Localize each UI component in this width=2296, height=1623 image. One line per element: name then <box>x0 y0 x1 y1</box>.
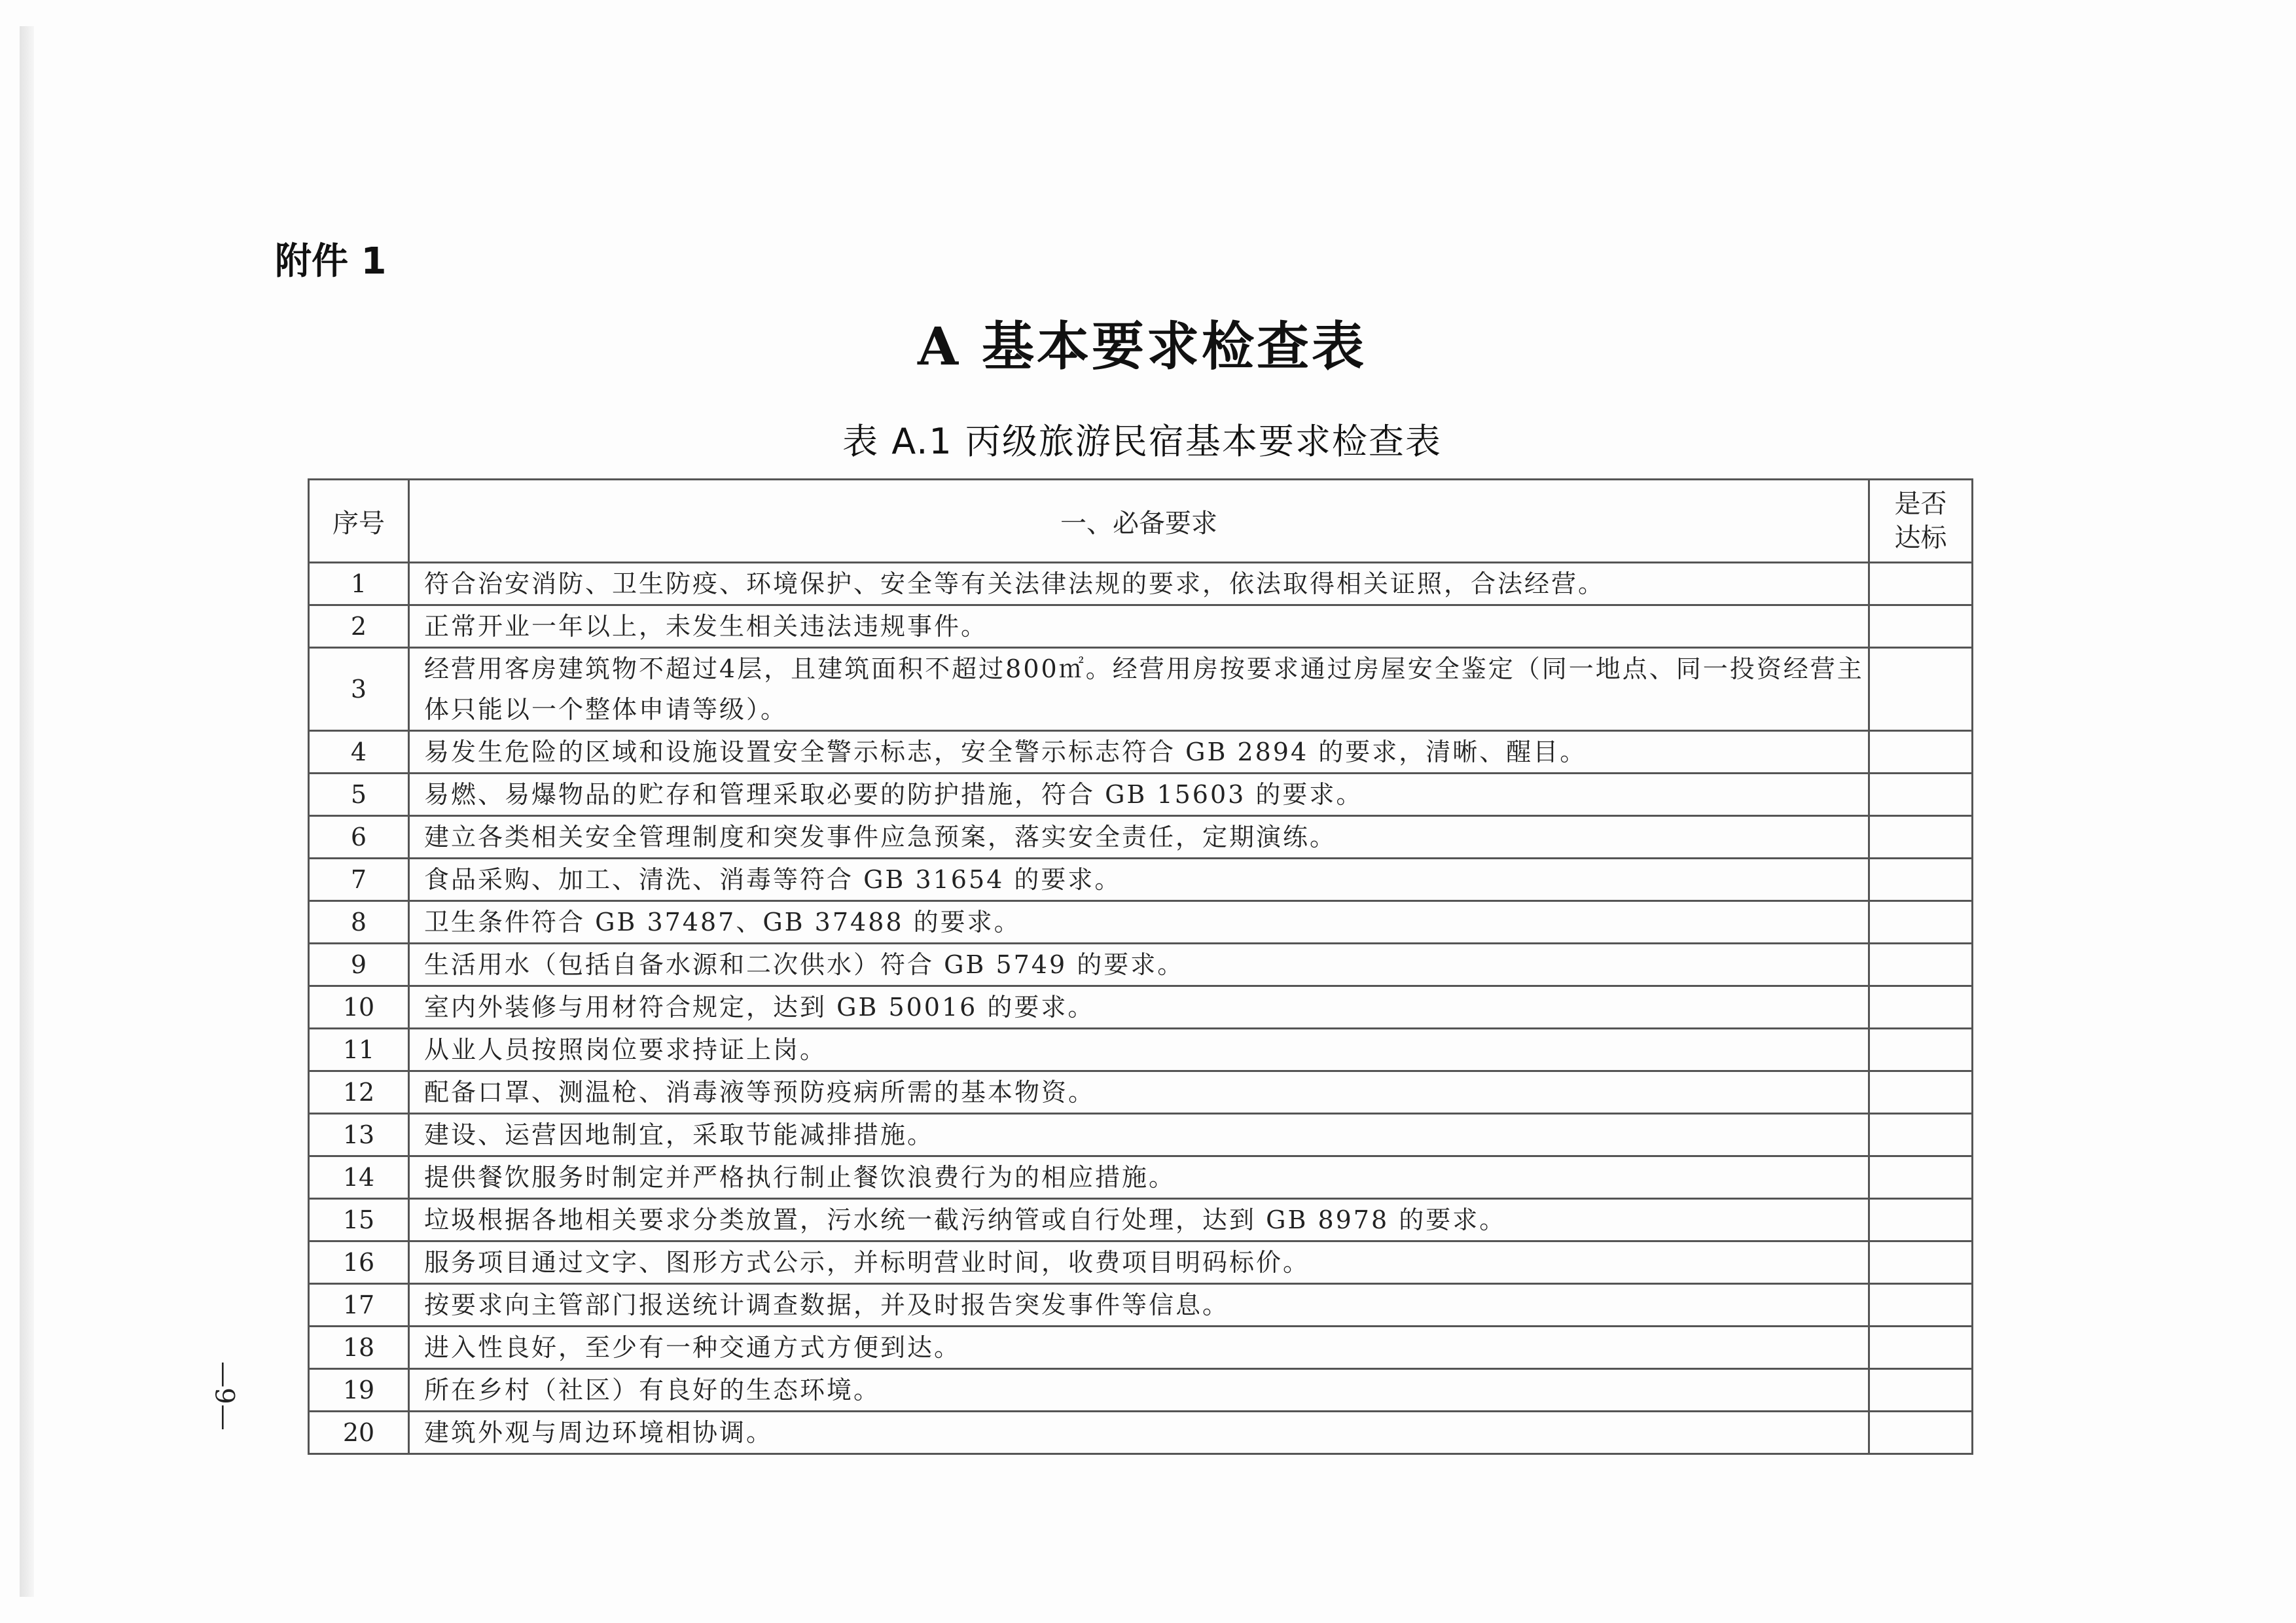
requirement-text: 服务项目通过文字、图形方式公示，并标明营业时间，收费项目明码标价。 <box>409 1241 1869 1284</box>
table-header-row <box>309 480 1973 563</box>
table-row <box>309 1412 1973 1454</box>
row-number: 15 <box>309 1199 409 1241</box>
compliance-cell[interactable] <box>1869 1241 1973 1284</box>
compliance-cell[interactable] <box>1869 605 1973 648</box>
compliance-cell[interactable] <box>1869 1369 1973 1412</box>
row-number: 12 <box>309 1071 409 1114</box>
compliance-cell[interactable] <box>1869 901 1973 944</box>
table-row <box>309 944 1973 986</box>
scan-edge <box>20 26 34 1597</box>
row-number: 18 <box>309 1327 409 1369</box>
attachment-label: 附件 1 <box>275 240 387 283</box>
requirements-table <box>308 478 1973 1455</box>
header-compliant-text: 是否达标 <box>1894 489 1947 553</box>
compliance-cell[interactable] <box>1869 1199 1973 1241</box>
row-number: 14 <box>309 1156 409 1199</box>
compliance-cell[interactable] <box>1869 1284 1973 1327</box>
requirement-text: 卫生条件符合 GB 37487、GB 37488 的要求。 <box>409 901 1869 944</box>
page-number: —9— <box>209 1361 240 1431</box>
table-row <box>309 605 1973 648</box>
requirement-text: 生活用水（包括自备水源和二次供水）符合 GB 5749 的要求。 <box>409 944 1869 986</box>
compliance-cell[interactable] <box>1869 986 1973 1029</box>
row-number: 1 <box>309 563 409 605</box>
table-row <box>309 774 1973 816</box>
table-row <box>309 1156 1973 1199</box>
row-number: 9 <box>309 944 409 986</box>
row-number: 16 <box>309 1241 409 1284</box>
header-requirement: 一、必备要求 <box>409 480 1869 563</box>
row-number: 4 <box>309 731 409 774</box>
table-row <box>309 563 1973 605</box>
compliance-cell[interactable] <box>1869 1114 1973 1156</box>
compliance-cell[interactable] <box>1869 1412 1973 1454</box>
table-row <box>309 731 1973 774</box>
requirement-text: 食品采购、加工、清洗、消毒等符合 GB 31654 的要求。 <box>409 859 1869 901</box>
row-number: 8 <box>309 901 409 944</box>
compliance-cell[interactable] <box>1869 774 1973 816</box>
requirement-text: 室内外装修与用材符合规定，达到 GB 50016 的要求。 <box>409 986 1869 1029</box>
compliance-cell[interactable] <box>1869 731 1973 774</box>
compliance-cell[interactable] <box>1869 1071 1973 1114</box>
table-row <box>309 1327 1973 1369</box>
table-title: 表 A.1 丙级旅游民宿基本要求检查表 <box>842 421 1442 462</box>
row-number: 17 <box>309 1284 409 1327</box>
compliance-cell[interactable] <box>1869 1156 1973 1199</box>
requirement-text: 符合治安消防、卫生防疫、环境保护、安全等有关法律法规的要求，依法取得相关证照，合法经营。 <box>409 563 1869 605</box>
table-row <box>309 1114 1973 1156</box>
compliance-cell[interactable] <box>1869 648 1973 731</box>
table-row <box>309 859 1973 901</box>
compliance-cell[interactable] <box>1869 1327 1973 1369</box>
requirement-text: 易发生危险的区域和设施设置安全警示标志，安全警示标志符合 GB 2894 的要求，清晰、醒目。 <box>409 731 1869 774</box>
row-number: 7 <box>309 859 409 901</box>
row-number: 2 <box>309 605 409 648</box>
requirement-text: 配备口罩、测温枪、消毒液等预防疫病所需的基本物资。 <box>409 1071 1869 1114</box>
requirement-text: 经营用客房建筑物不超过4层，且建筑面积不超过800㎡。经营用房按要求通过房屋安全鉴定（同一地点、同一投资经营主体只能以一个整体申请等级）。 <box>409 648 1869 731</box>
requirement-text: 提供餐饮服务时制定并严格执行制止餐饮浪费行为的相应措施。 <box>409 1156 1869 1199</box>
row-number: 13 <box>309 1114 409 1156</box>
header-compliant <box>1869 480 1973 563</box>
table-row <box>309 1199 1973 1241</box>
row-number: 5 <box>309 774 409 816</box>
requirement-text: 易燃、易爆物品的贮存和管理采取必要的防护措施，符合 GB 15603 的要求。 <box>409 774 1869 816</box>
compliance-cell[interactable] <box>1869 816 1973 859</box>
row-number: 3 <box>309 648 409 731</box>
requirement-text: 建设、运营因地制宜，采取节能减排措施。 <box>409 1114 1869 1156</box>
compliance-cell[interactable] <box>1869 1029 1973 1071</box>
requirement-text: 进入性良好，至少有一种交通方式方便到达。 <box>409 1327 1869 1369</box>
compliance-cell[interactable] <box>1869 944 1973 986</box>
compliance-cell[interactable] <box>1869 563 1973 605</box>
requirement-text: 按要求向主管部门报送统计调查数据，并及时报告突发事件等信息。 <box>409 1284 1869 1327</box>
compliance-cell[interactable] <box>1869 859 1973 901</box>
requirement-text: 从业人员按照岗位要求持证上岗。 <box>409 1029 1869 1071</box>
requirement-text: 所在乡村（社区）有良好的生态环境。 <box>409 1369 1869 1412</box>
table-row <box>309 1241 1973 1284</box>
row-number: 11 <box>309 1029 409 1071</box>
table-row <box>309 816 1973 859</box>
main-title: A 基本要求检查表 <box>918 315 1367 377</box>
row-number: 10 <box>309 986 409 1029</box>
table-row <box>309 1071 1973 1114</box>
requirement-text: 垃圾根据各地相关要求分类放置，污水统一截污纳管或自行处理，达到 GB 8978 的要求。 <box>409 1199 1869 1241</box>
requirement-text: 建立各类相关安全管理制度和突发事件应急预案，落实安全责任，定期演练。 <box>409 816 1869 859</box>
table-row <box>309 901 1973 944</box>
row-number: 19 <box>309 1369 409 1412</box>
table-row <box>309 1029 1973 1071</box>
header-no: 序号 <box>309 480 409 563</box>
table-row <box>309 1284 1973 1327</box>
row-number: 20 <box>309 1412 409 1454</box>
table-row <box>309 648 1973 731</box>
table-row <box>309 1369 1973 1412</box>
requirement-text: 建筑外观与周边环境相协调。 <box>409 1412 1869 1454</box>
requirement-text: 正常开业一年以上，未发生相关违法违规事件。 <box>409 605 1869 648</box>
row-number: 6 <box>309 816 409 859</box>
table-row <box>309 986 1973 1029</box>
